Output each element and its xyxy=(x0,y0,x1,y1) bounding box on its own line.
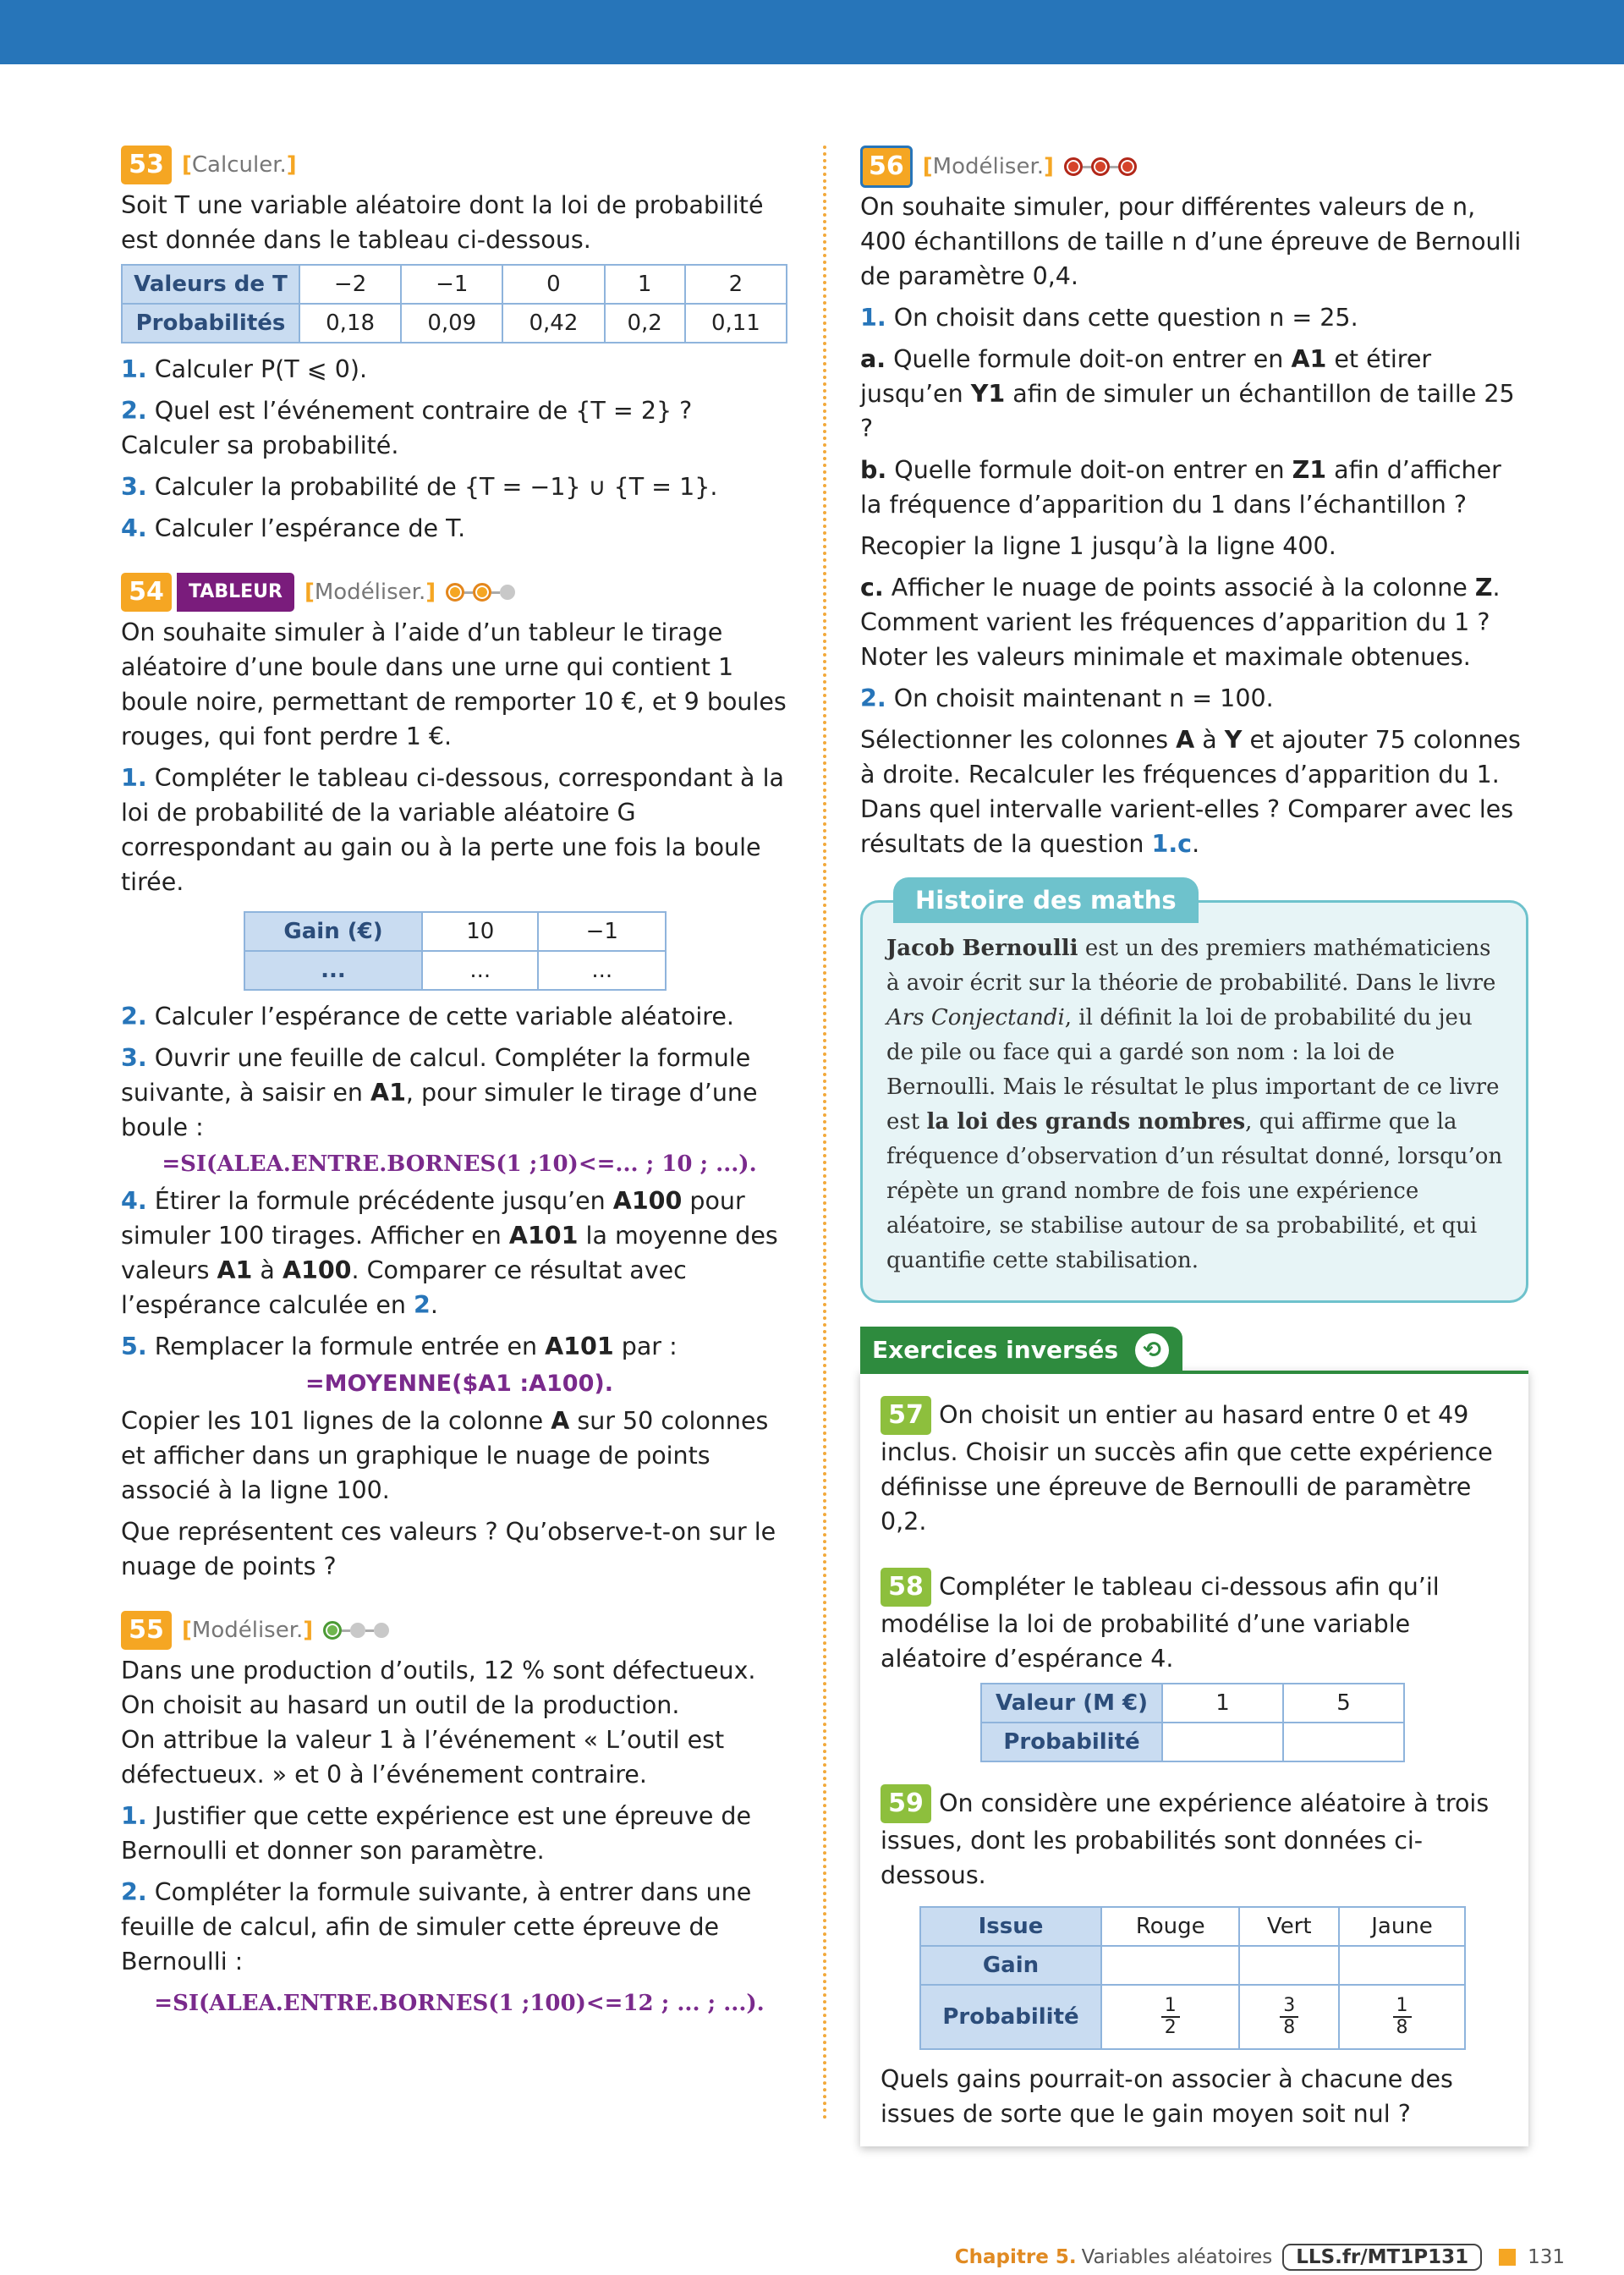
skill-label: [Calculer.] xyxy=(182,152,297,178)
table-cell xyxy=(1283,1723,1404,1761)
table-cell: 0,09 xyxy=(401,304,502,343)
exercise-intro: Soit T une variable aléatoire dont la loi de probabilité est donnée dans le tableau ci-dessous. xyxy=(121,191,764,254)
history-box xyxy=(860,886,1528,1303)
table-header: Probabilités xyxy=(122,304,299,343)
question-1a: a. Quelle formule doit-on entrer en A1 et étirer jusqu’en Y1 afin de simuler un échantillon de taille 25 ? xyxy=(860,345,1515,442)
gain-table xyxy=(244,911,667,991)
column-divider xyxy=(823,146,826,2121)
difficulty-dot-filled xyxy=(1118,157,1137,176)
exercise-intro: On attribue la valeur 1 à l’événement « L’outil est défectueux. » et 0 à l’événement contraire. xyxy=(121,1726,725,1789)
difficulty-dot-filled xyxy=(323,1621,342,1640)
question-4: 4. Étirer la formule précédente jusqu’en A100 pour simuler 100 tirages. Afficher en A101 la moyenne des valeurs A1 à A100. Comparer ce résultat avec l’espérance calculée en 2. xyxy=(121,1187,778,1319)
table-header: Valeurs de T xyxy=(122,265,299,304)
paragraph: Sélectionner les colonnes A à Y et ajouter 75 colonnes à droite. Recalculer les fréquences d’apparition du 1. Dans quel intervalle varient-elles ? Comparer avec les résultats de la question 1.c. xyxy=(860,726,1521,858)
table-cell xyxy=(1101,1985,1239,2049)
table-header: Probabilité xyxy=(981,1723,1162,1761)
fraction: $\frac{3}{8}$ xyxy=(1280,1996,1298,2038)
exercise-number: 53 xyxy=(121,146,172,184)
question-2: 2. Compléter la formule suivante, à entrer dans une feuille de calcul, afin de simuler cette épreuve de Bernoulli : xyxy=(121,1878,752,1976)
exercise-intro: On souhaite simuler, pour différentes valeurs de n, 400 échantillons de taille n d’une épreuve de Bernoulli de paramètre 0,4. xyxy=(860,193,1522,290)
difficulty-dot-empty xyxy=(374,1623,389,1638)
question-3: 3. Calculer la probabilité de {T = −1} ∪ {T = 1}. xyxy=(121,473,718,501)
table-cell xyxy=(1239,1985,1339,2049)
table-cell: 5 xyxy=(1283,1684,1404,1723)
inverse-exercises-box xyxy=(860,1336,1528,2146)
question-4: 4. Calculer l’espérance de T. xyxy=(121,514,466,542)
difficulty-dot-empty xyxy=(350,1623,365,1638)
skill-label: [Modéliser.] xyxy=(182,1618,314,1643)
question-5: 5. Remplacer la formule entrée en A101 par : xyxy=(121,1333,678,1360)
table-cell: 0,11 xyxy=(685,304,787,343)
table-cell xyxy=(1339,1985,1465,2049)
question-2: 2. On choisit maintenant n = 100. xyxy=(860,684,1274,712)
left-column xyxy=(121,144,798,2041)
table-cell xyxy=(1239,1946,1339,1985)
paragraph: Recopier la ligne 1 jusqu’à la ligne 400. xyxy=(860,532,1336,560)
table-cell xyxy=(1101,1946,1239,1985)
fraction: $\frac{1}{8}$ xyxy=(1393,1996,1412,2038)
skill-label: [Modéliser.] xyxy=(304,580,436,605)
table-cell xyxy=(1339,1946,1465,1985)
question-1c: c. Afficher le nuage de points associé à la colonne Z. Comment varient les fréquences d’apparition du 1 ? Noter les valeurs minimale et maximale obtenues. xyxy=(860,574,1501,671)
fraction: $\frac{1}{2}$ xyxy=(1161,1996,1180,2038)
exercise-55 xyxy=(121,1609,798,2016)
inverse-exercises-title: Exercices inversés ⟲ xyxy=(860,1327,1182,1374)
paragraph: Copier les 101 lignes de la colonne A sur 50 colonnes et afficher dans un graphique le nuage de points associé à la ligne 100. xyxy=(121,1407,769,1504)
question-1: 1. On choisit dans cette question n = 25. xyxy=(860,304,1358,332)
right-column xyxy=(860,146,1528,2146)
difficulty-dot-filled xyxy=(1064,157,1083,176)
exercise-intro: Dans une production d’outils, 12 % sont défectueux. On choisit au hasard un outil de la production. xyxy=(121,1657,756,1719)
exercise-number: 57 xyxy=(881,1396,931,1435)
exercise-58: 58 Compléter le tableau ci-dessous afin qu’il modélise la loi de probabilité d’une variable aléatoire d’espérance 4. xyxy=(881,1568,1506,1676)
table-cell: 10 xyxy=(422,912,538,951)
table-cell xyxy=(1162,1723,1283,1761)
exercise-number: 56 xyxy=(860,146,913,188)
difficulty-dot-filled xyxy=(1091,157,1110,176)
history-text: Jacob Bernoulli est un des premiers mathématiciens à avoir écrit sur la théorie de probabilité. Dans le livre Ars Conjectandi, il définit la loi de probabilité du jeu de pile ou face qui a gardé son nom : la loi de Bernoulli. Mais le résultat le plus important de ce livre est la loi des grands nombres, qui affirme que la fréquence d’observation d’un résultat donné, lorsqu’on répète un grand nombre de fois une expérience aléatoire, se stabilise autour de sa probabilité, et qui quantifie cette stabilisation. xyxy=(886,936,1503,1273)
paragraph: Que représentent ces valeurs ? Qu’observe-t-on sur le nuage de points ? xyxy=(121,1518,776,1580)
page-marker xyxy=(1499,2249,1516,2266)
chapter-label: Chapitre 5. xyxy=(954,2246,1077,2268)
table-cell: Vert xyxy=(1239,1907,1339,1946)
tableur-tag: TABLEUR xyxy=(177,573,294,612)
table-header: Probabilité xyxy=(920,1985,1101,2049)
table-cell: −1 xyxy=(538,912,666,951)
table-cell: ... xyxy=(422,951,538,990)
question-2: 2. Calculer l’espérance de cette variable aléatoire. xyxy=(121,1003,734,1030)
exercise-59: 59 On considère une expérience aléatoire à trois issues, dont les probabilités sont données ci-dessous. xyxy=(881,1784,1506,1893)
table-cell: 0 xyxy=(502,265,604,304)
exercise-54 xyxy=(121,571,798,1584)
probability-table xyxy=(121,264,787,343)
paragraph: Quels gains pourrait-on associer à chacune des issues de sorte que le gain moyen soit nul ? xyxy=(881,2065,1453,2128)
issue-table xyxy=(919,1906,1466,2050)
difficulty-dot-filled xyxy=(473,583,491,602)
question-1b: b. Quelle formule doit-on entrer en Z1 afin d’afficher la fréquence d’apparition du 1 dans l’échantillon ? xyxy=(860,456,1501,519)
table-cell: 0,2 xyxy=(605,304,685,343)
question-1: 1. Calculer P(T ⩽ 0). xyxy=(121,355,368,383)
table-cell: 1 xyxy=(1162,1684,1283,1723)
top-banner xyxy=(0,0,1624,64)
exercise-number: 58 xyxy=(881,1568,931,1607)
table-cell: 2 xyxy=(685,265,787,304)
spreadsheet-formula: =SI(ALEA.ENTRE.BORNES(1 ;10)<=... ; 10 ; ...). xyxy=(162,1151,757,1177)
spreadsheet-formula: =SI(ALEA.ENTRE.BORNES(1 ;100)<=12 ; ... ; ...). xyxy=(154,1991,765,2016)
history-title: Histoire des maths xyxy=(893,877,1199,923)
exercise-number: 59 xyxy=(881,1784,931,1823)
question-1: 1. Compléter le tableau ci-dessous, correspondant à la loi de probabilité de la variable aléatoire G correspondant au gain ou à la perte une fois la boule tirée. xyxy=(121,764,784,896)
exercise-56 xyxy=(860,146,1528,861)
table-header: Valeur (M €) xyxy=(981,1684,1162,1723)
question-2: 2. Quel est l’événement contraire de {T = 2} ? Calculer sa probabilité. xyxy=(121,397,693,459)
table-cell: −2 xyxy=(299,265,401,304)
table-cell: 1 xyxy=(605,265,685,304)
resource-link[interactable]: LLS.fr/MT1P131 xyxy=(1282,2244,1482,2271)
exercise-53 xyxy=(121,144,798,546)
difficulty-dot-filled xyxy=(446,583,464,602)
value-table xyxy=(980,1683,1405,1762)
table-cell: 0,42 xyxy=(502,304,604,343)
refresh-icon: ⟲ xyxy=(1135,1333,1169,1367)
exercise-number: 54 xyxy=(121,573,172,612)
table-header: Gain (€) xyxy=(244,912,422,951)
question-3: 3. Ouvrir une feuille de calcul. Compléter la formule suivante, à saisir en A1, pour simuler le tirage d’une boule : xyxy=(121,1044,758,1141)
page-number: 131 xyxy=(1528,2246,1565,2268)
difficulty-dot-empty xyxy=(500,585,515,600)
difficulty-dots xyxy=(323,1621,389,1640)
exercise-number: 55 xyxy=(121,1611,172,1650)
spreadsheet-formula: =MOYENNE($A1 :A100). xyxy=(305,1371,613,1397)
table-cell: 0,18 xyxy=(299,304,401,343)
table-header: Issue xyxy=(920,1907,1101,1946)
table-cell: Rouge xyxy=(1101,1907,1239,1946)
table-cell: Jaune xyxy=(1339,1907,1465,1946)
exercise-57: 57 On choisit un entier au hasard entre 0 et 49 inclus. Choisir un succès afin que cette expérience définisse une épreuve de Bernoulli de paramètre 0,2. xyxy=(881,1396,1506,1539)
skill-label: [Modéliser.] xyxy=(922,154,1054,179)
table-cell: −1 xyxy=(401,265,502,304)
table-header: Gain xyxy=(920,1946,1101,1985)
question-1: 1. Justifier que cette expérience est une épreuve de Bernoulli et donner son paramètre. xyxy=(121,1802,752,1865)
table-header: ... xyxy=(244,951,422,990)
chapter-name: Variables aléatoires xyxy=(1081,2246,1273,2268)
table-cell: ... xyxy=(538,951,666,990)
page-footer xyxy=(955,2244,1565,2271)
difficulty-dots xyxy=(446,583,515,602)
difficulty-dots xyxy=(1064,157,1137,176)
exercise-intro: On souhaite simuler à l’aide d’un tableur le tirage aléatoire d’une boule dans une urne qui contient 1 boule noire, permettant de remporter 10 €, et 9 boules rouges, qui font perdre 1 €. xyxy=(121,618,787,750)
